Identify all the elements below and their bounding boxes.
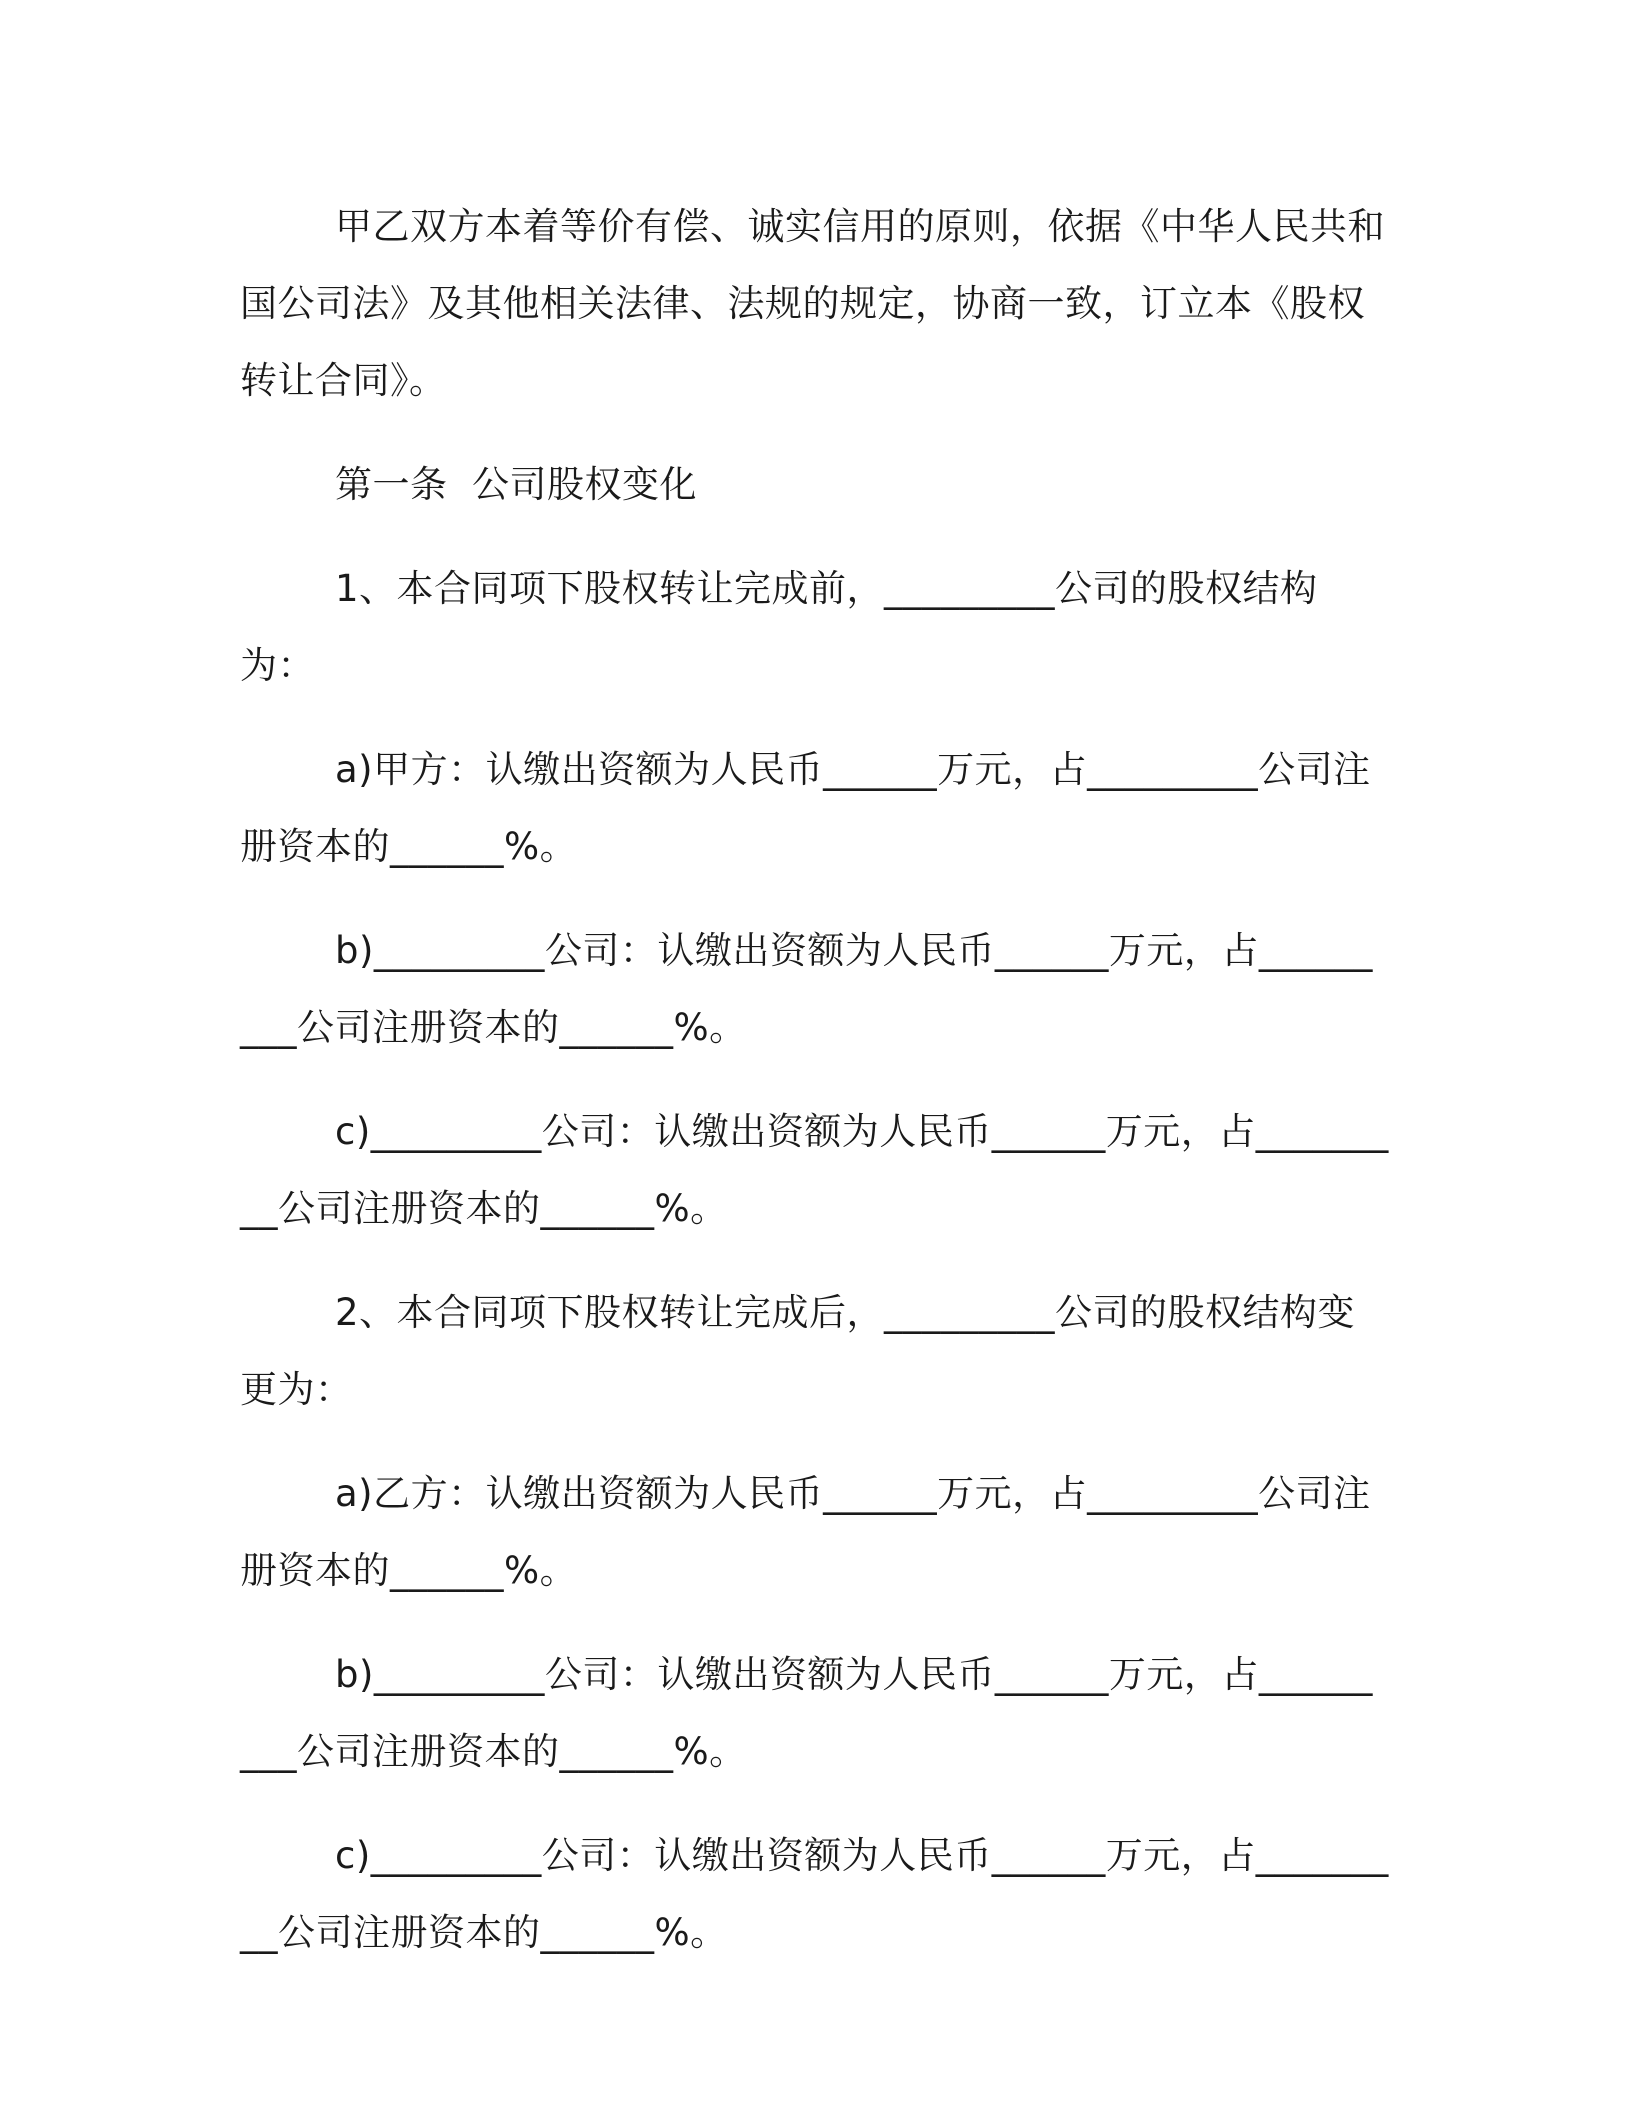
clause-1a-party-a: a)甲方：认缴出资额为人民币______万元，占_________公司注册资本的______%。	[240, 748, 1371, 868]
clause-2a-party-b: a)乙方：认缴出资额为人民币______万元，占_________公司注册资本的______%。	[240, 1472, 1371, 1592]
document-body	[240, 188, 1390, 1998]
clause-1c-company: c)_________公司：认缴出资额为人民币______万元，占_________公司注册资本的______%。	[240, 1110, 1389, 1230]
clause-1b-company: b)_________公司：认缴出资额为人民币______万元，占_________公司注册资本的______%。	[240, 929, 1373, 1049]
clause-2c-company: c)_________公司：认缴出资额为人民币______万元，占_________公司注册资本的______%。	[240, 1834, 1389, 1954]
intro-paragraph: 甲乙双方本着等价有偿、诚实信用的原则，依据《中华人民共和国公司法》及其他相关法律、法规的规定，协商一致，订立本《股权转让合同》。	[240, 205, 1385, 402]
clause-2-after-transfer: 2、本合同项下股权转让完成后，_________公司的股权结构变更为：	[240, 1291, 1356, 1411]
clause-1-before-transfer: 1、本合同项下股权转让完成前，_________公司的股权结构为：	[240, 567, 1318, 687]
article-one-heading: 第一条 公司股权变化	[335, 463, 698, 506]
clause-2b-company: b)_________公司：认缴出资额为人民币______万元，占_________公司注册资本的______%。	[240, 1653, 1373, 1773]
